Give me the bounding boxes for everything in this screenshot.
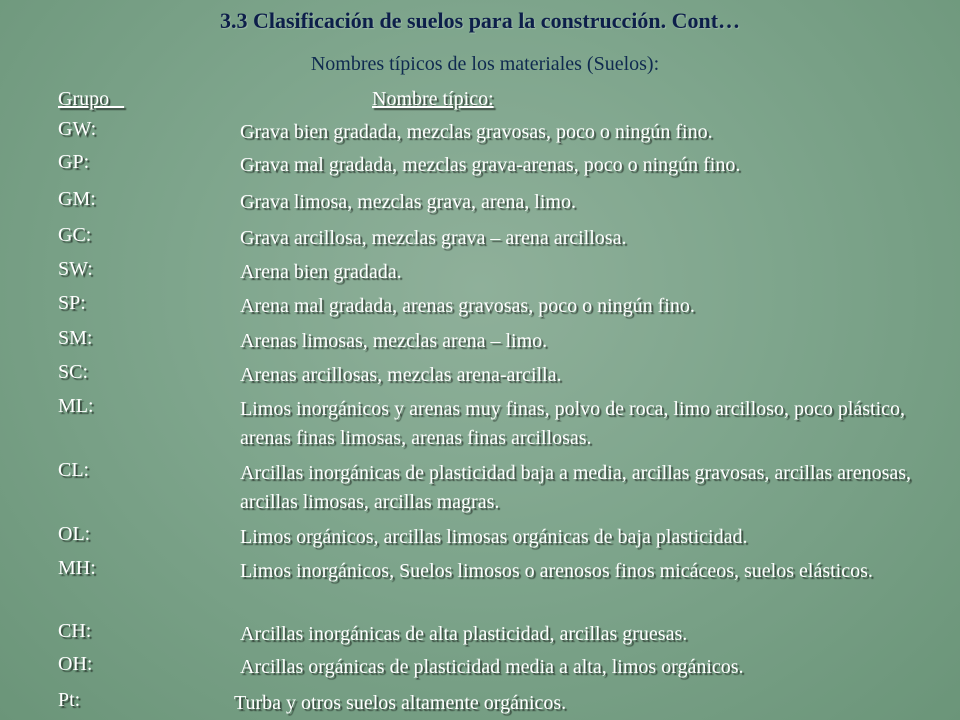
group-name: Grava bien gradada, mezclas gravosas, poco o ningún fino. — [240, 121, 713, 143]
group-name: Limos inorgánicos y arenas muy finas, polvo de roca, limo arcilloso, poco plástico, arenas finas limosas, arenas finas arcillosas. — [240, 398, 906, 449]
slide-subtitle: Nombres típicos de los materiales (Suelos): — [310, 53, 660, 75]
group-name: Arena bien gradada. — [240, 261, 402, 283]
group-code: ML: — [58, 395, 94, 417]
group-code: SC: — [58, 361, 89, 383]
group-name: Grava limosa, mezclas grava, arena, limo. — [240, 191, 576, 213]
group-code: MH: — [58, 557, 96, 579]
slide-title: 3.3 Clasificación de suelos para la construcción. Cont… — [219, 8, 741, 33]
group-code: SM: — [58, 327, 93, 349]
group-code: CH: — [58, 620, 92, 642]
group-code: CL: — [58, 459, 90, 481]
group-code: SW: — [58, 258, 93, 280]
group-name: Grava arcillosa, mezclas grava – arena arcillosa. — [240, 227, 627, 249]
group-code: SP: — [58, 292, 86, 314]
header-name: Nombre típico: — [372, 88, 494, 110]
group-name: Arcillas inorgánicas de alta plasticidad, arcillas gruesas. — [240, 623, 688, 645]
group-code: GP: — [58, 151, 90, 173]
group-name: Arcillas orgánicas de plasticidad media a alta, limos orgánicos. — [240, 656, 744, 678]
group-name: Arena mal gradada, arenas gravosas, poco o ningún fino. — [240, 295, 695, 317]
group-name: Turba y otros suelos altamente orgánicos. — [234, 692, 567, 714]
group-code: GW: — [58, 118, 97, 140]
group-code: OL: — [58, 523, 91, 545]
group-name: Arcillas inorgánicas de plasticidad baja a media, arcillas gravosas, arcillas arenosas, arcillas limosas, arcillas magras. — [240, 462, 912, 513]
group-name: Limos inorgánicos, Suelos limosos o arenosos finos micáceos, suelos elásticos. — [240, 560, 873, 582]
group-code: OH: — [58, 653, 93, 675]
group-code: GM: — [58, 188, 96, 210]
group-code: Pt: — [58, 689, 81, 711]
group-name: Limos orgánicos, arcillas limosas orgánicas de baja plasticidad. — [240, 526, 748, 548]
group-name: Grava mal gradada, mezclas grava-arenas, poco o ningún fino. — [240, 154, 741, 176]
group-code: GC: — [58, 224, 92, 246]
group-name: Arenas arcillosas, mezclas arena-arcilla. — [240, 364, 562, 386]
group-name: Arenas limosas, mezclas arena – limo. — [240, 330, 548, 352]
header-group: Grupo — [58, 88, 125, 110]
